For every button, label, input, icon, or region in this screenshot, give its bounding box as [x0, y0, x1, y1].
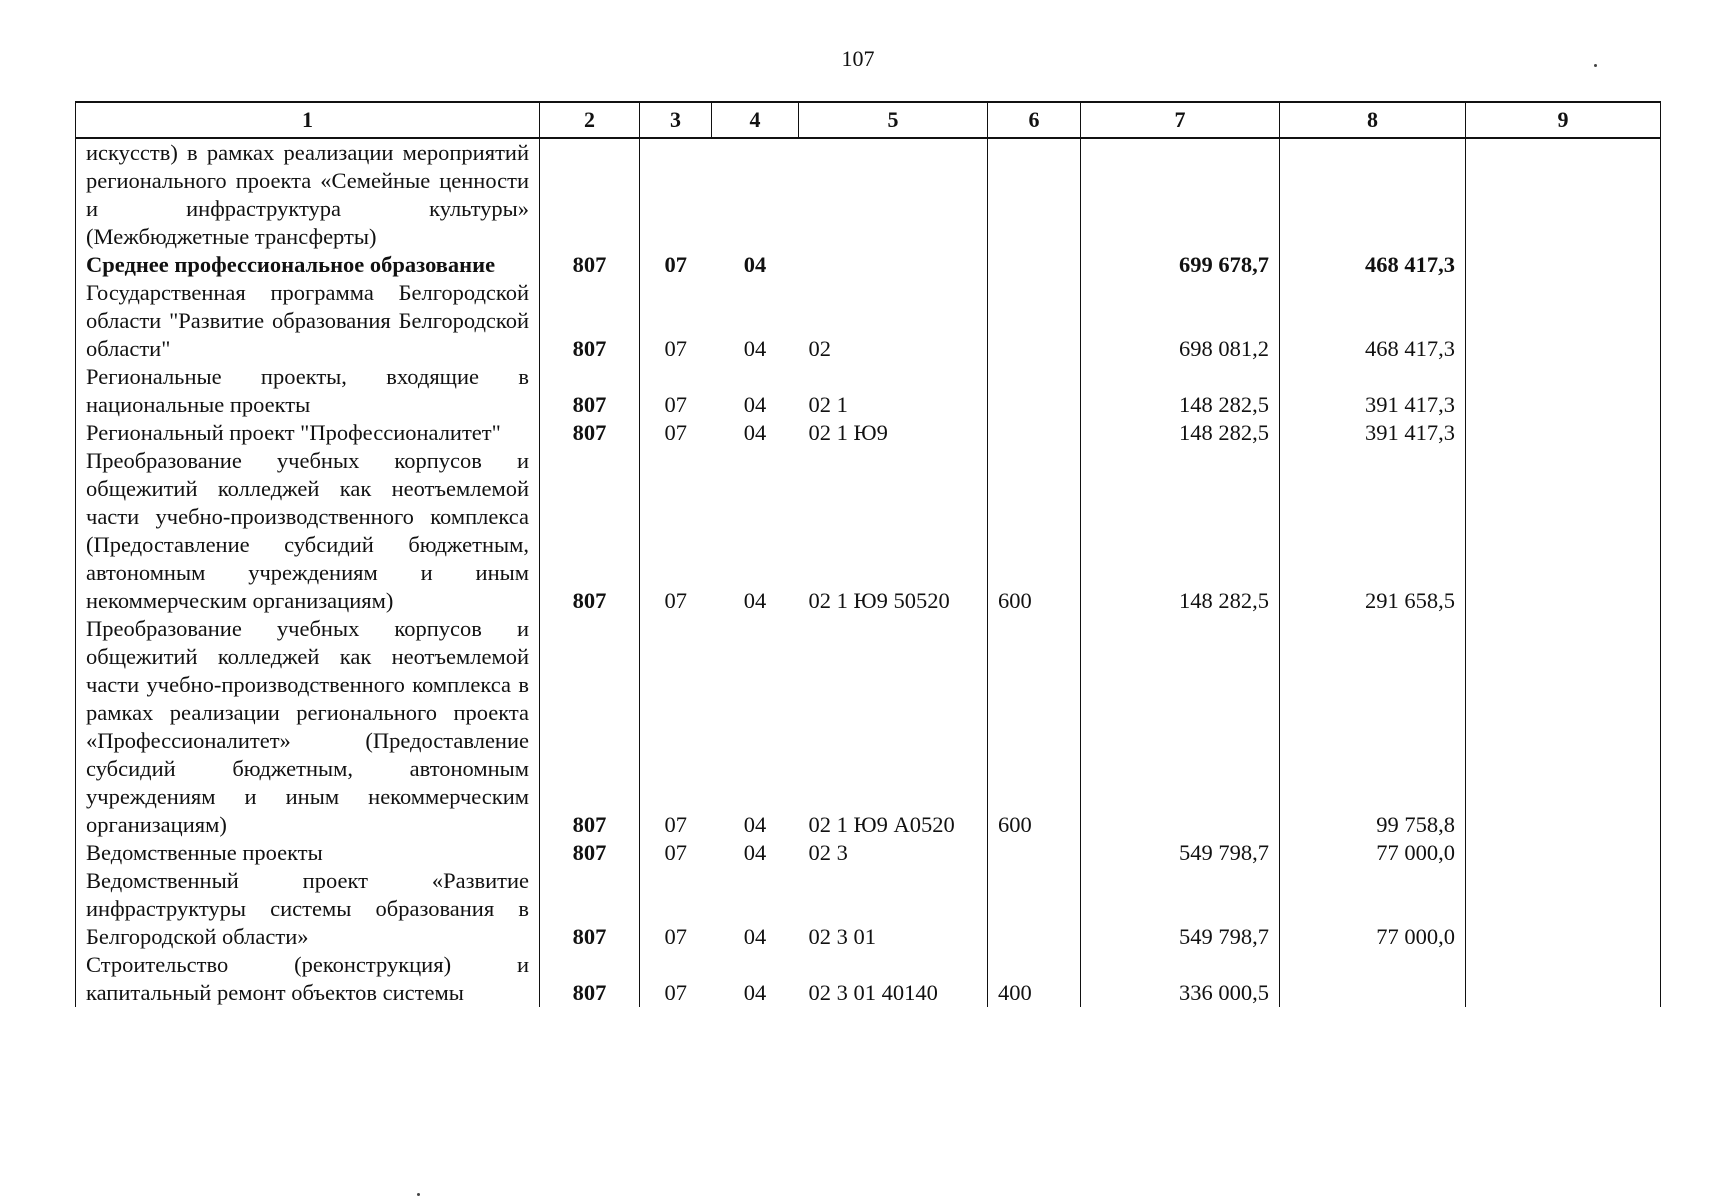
cell-col-2: 807: [540, 951, 640, 1007]
cell-col-6: 600: [988, 447, 1081, 615]
cell-col-3: 07: [664, 924, 687, 949]
cell-col-9: [1466, 867, 1661, 951]
cell-col-3: 07: [664, 392, 687, 417]
cell-col-9: [1466, 447, 1661, 615]
cell-col-6: [988, 419, 1081, 447]
cell-col-3: 07: [664, 336, 687, 361]
cell-col-2: 807: [540, 447, 640, 615]
cell-col-9: [1466, 839, 1661, 867]
cell-col-2: 807: [540, 363, 640, 419]
cell-col-4: 04: [743, 588, 767, 613]
cell-col-9: [1466, 419, 1661, 447]
cell-col-2: 807: [540, 419, 640, 447]
cell-col-7: 148 282,5: [1081, 363, 1280, 419]
cell-col-8: 77 000,0: [1280, 867, 1466, 951]
row-name: Строительство (реконструкция) и капитальный ремонт объектов системы: [76, 951, 540, 1007]
row-name: Среднее профессиональное образование: [76, 251, 540, 279]
table-row: [76, 138, 1661, 251]
cell-col-2: 807: [540, 279, 640, 363]
cell-col-6: [988, 867, 1081, 951]
col-header-6: 6: [988, 102, 1081, 138]
cell-col-6: [988, 839, 1081, 867]
cell-col-6: [988, 138, 1081, 251]
scan-speck: [417, 1193, 420, 1196]
cell-col-8: 468 417,3: [1280, 279, 1466, 363]
cell-col-6: 600: [988, 615, 1081, 839]
cell-col-4: 04: [743, 420, 767, 445]
row-name: Региональный проект "Профессионалитет": [76, 419, 540, 447]
table-row: [76, 839, 1661, 867]
cell-col-3: 07: [664, 840, 687, 865]
cell-col-5: 02 1 Ю9 А0520: [808, 812, 955, 837]
cell-col-8: 391 417,3: [1280, 419, 1466, 447]
cell-col-8: 468 417,3: [1280, 251, 1466, 279]
cell-col-4: 04: [743, 980, 767, 1005]
cell-col-4: 04: [743, 812, 767, 837]
cell-col-4: 04: [743, 924, 767, 949]
cell-col-8: [1280, 138, 1466, 251]
cell-col-3: [640, 138, 712, 251]
cell-col-4: [712, 138, 799, 251]
cell-col-9: [1466, 251, 1661, 279]
col-header-8: 8: [1280, 102, 1466, 138]
cell-col-4: 04: [743, 252, 767, 277]
cell-col-8: 291 658,5: [1280, 447, 1466, 615]
table-row: [76, 867, 1661, 951]
cell-col-7: 549 798,7: [1081, 839, 1280, 867]
cell-col-6: [988, 363, 1081, 419]
cell-col-2: 807: [540, 839, 640, 867]
cell-col-4: 04: [743, 336, 767, 361]
cell-col-9: [1466, 279, 1661, 363]
cell-col-5: [799, 138, 988, 251]
scan-speck: [1594, 64, 1597, 67]
cell-col-9: [1466, 138, 1661, 251]
cell-col-5: 02: [808, 336, 831, 361]
table-row: [76, 363, 1661, 419]
col-header-9: 9: [1466, 102, 1661, 138]
cell-col-5: 02 3 01: [808, 924, 876, 949]
cell-col-5: 02 3: [808, 840, 848, 865]
cell-col-5: 02 1: [808, 392, 848, 417]
cell-col-9: [1466, 615, 1661, 839]
cell-col-7: 698 081,2: [1081, 279, 1280, 363]
col-header-7: 7: [1081, 102, 1280, 138]
table-row: [76, 951, 1661, 1007]
cell-col-3: 07: [664, 980, 687, 1005]
row-name: Преобразование учебных корпусов и общежитий колледжей как неотъемлемой части учебно-производственного комплекса в рамках реализации регионального проекта «Профессионалитет» (Предоставление субсидий бюджетным, автономным учреждениям и иным некоммерческим организациям): [76, 615, 540, 839]
cell-col-3: 07: [664, 588, 687, 613]
row-name: Ведомственный проект «Развитие инфраструктуры системы образования в Белгородской области»: [76, 867, 540, 951]
cell-col-7: 699 678,7: [1081, 251, 1280, 279]
cell-col-7: 549 798,7: [1081, 867, 1280, 951]
cell-col-3: 07: [664, 252, 687, 277]
cell-col-8: 99 758,8: [1280, 615, 1466, 839]
cell-col-8: 77 000,0: [1280, 839, 1466, 867]
col-header-4: 4: [712, 102, 799, 138]
cell-col-7: [1081, 615, 1280, 839]
cell-col-6: [988, 251, 1081, 279]
cell-col-7: 336 000,5: [1081, 951, 1280, 1007]
cell-col-8: [1280, 951, 1466, 1007]
cell-col-9: [1466, 363, 1661, 419]
table-row: [76, 419, 1661, 447]
col-header-2: 2: [540, 102, 640, 138]
cell-col-2: 807: [540, 251, 640, 279]
cell-col-4: 04: [743, 840, 767, 865]
cell-col-5: [799, 251, 988, 279]
col-header-5: 5: [799, 102, 988, 138]
cell-col-8: 391 417,3: [1280, 363, 1466, 419]
cell-col-3: 07: [664, 420, 687, 445]
cell-col-5: 02 1 Ю9: [808, 420, 888, 445]
cell-col-5: 02 1 Ю9 50520: [808, 588, 950, 613]
cell-col-6: 400: [988, 951, 1081, 1007]
cell-col-7: 148 282,5: [1081, 447, 1280, 615]
cell-col-6: [988, 279, 1081, 363]
col-header-3: 3: [640, 102, 712, 138]
cell-col-5: 02 3 01 40140: [808, 980, 938, 1005]
row-name: искусств) в рамках реализации мероприятий регионального проекта «Семейные ценности и инфраструктура культуры» (Межбюджетные трансферты): [76, 138, 540, 251]
cell-col-9: [1466, 951, 1661, 1007]
cell-col-4: 04: [743, 392, 767, 417]
table-row: [76, 447, 1661, 615]
budget-table: [75, 101, 1661, 1007]
cell-col-7: 148 282,5: [1081, 419, 1280, 447]
table-row: [76, 279, 1661, 363]
table-row: [76, 615, 1661, 839]
cell-col-2: 807: [540, 615, 640, 839]
budget-table-sheet: [75, 101, 1660, 1112]
page-number: 107: [841, 46, 875, 71]
header-row: [76, 102, 1661, 138]
table-row: [76, 251, 1661, 279]
row-name: Преобразование учебных корпусов и общежитий колледжей как неотъемлемой части учебно-производственного комплекса (Предоставление субсидий бюджетным, автономным учреждениям и иным некоммерческим организациям): [76, 447, 540, 615]
cell-col-2: [540, 138, 640, 251]
row-name: Ведомственные проекты: [76, 839, 540, 867]
col-header-1: 1: [76, 102, 540, 138]
cell-col-3: 07: [664, 812, 687, 837]
cell-col-2: 807: [540, 867, 640, 951]
cell-col-7: [1081, 138, 1280, 251]
row-name: Региональные проекты, входящие в национальные проекты: [76, 363, 540, 419]
row-name: Государственная программа Белгородской области "Развитие образования Белгородской области": [76, 279, 540, 363]
